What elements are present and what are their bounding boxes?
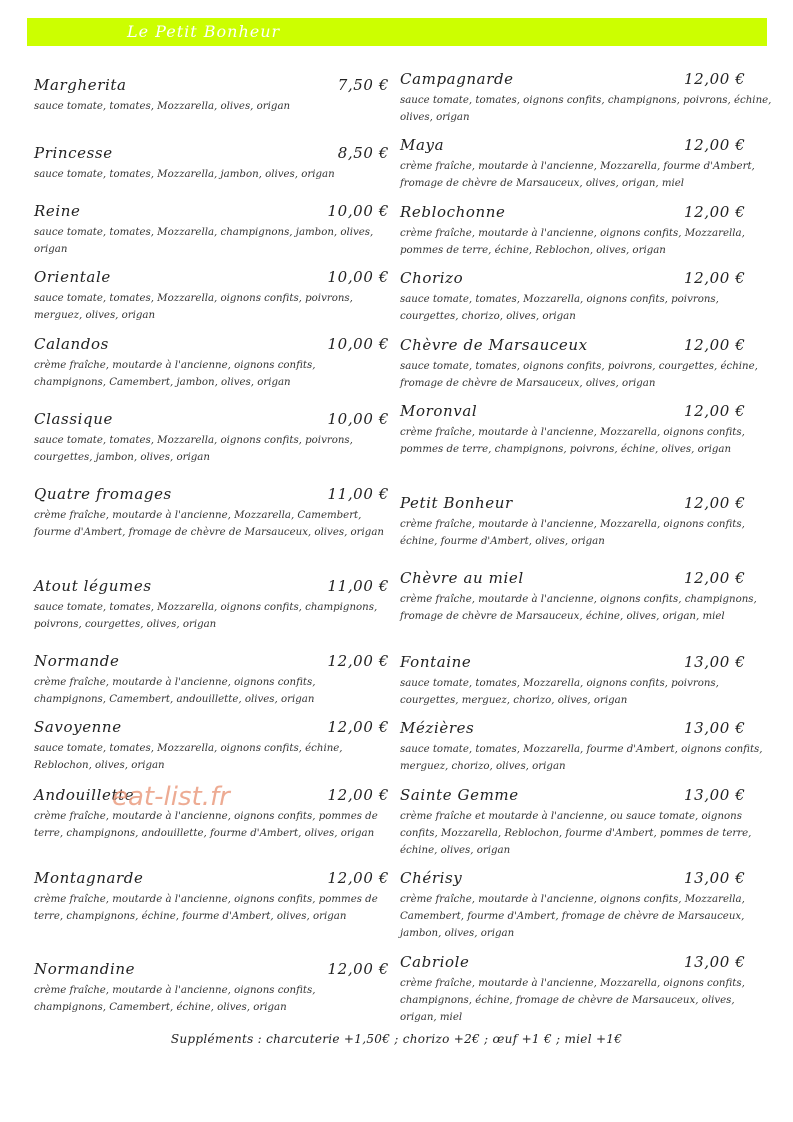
supplements-note: Suppléments : charcuterie +1,50€ ; chorizo +2€ ; œuf +1 € ; miel +1€: [170, 1032, 623, 1046]
item-price: 12,00 €: [327, 652, 389, 670]
item-name: Quatre fromages: [34, 485, 172, 503]
item-description: crème fraîche, moutarde à l'ancienne, oignons confits, Mozzarella, Camembert, fourme d'Ambert, fromage de chèvre de Marsauceux, jambon, olives, origan: [400, 894, 745, 939]
item-name: Montagnarde: [34, 869, 144, 887]
menu-item: [400, 402, 772, 458]
item-description: sauce tomate, tomates, Mozzarella, oignons confits, poivrons, courgettes, merguez, chorizo, olives, origan: [400, 678, 719, 706]
item-description: sauce tomate, tomates, Mozzarella, oignons confits, échine, Reblochon, olives, origan: [34, 743, 343, 771]
item-name: Sainte Gemme: [400, 786, 519, 804]
item-name: Normande: [34, 652, 120, 670]
item-description: sauce tomate, tomates, Mozzarella, oignons confits, champignons, poivrons, courgettes, olives, origan: [34, 602, 378, 630]
menu-item: [34, 76, 389, 115]
item-name: Atout légumes: [34, 577, 152, 595]
item-description: sauce tomate, tomates, Mozzarella, fourme d'Ambert, oignons confits, merguez, chorizo, olives, origan: [400, 744, 763, 772]
item-name: Petit Bonheur: [400, 494, 513, 512]
item-description: crème fraîche, moutarde à l'ancienne, oignons confits, champignons, Camembert, andouillette, olives, origan: [34, 677, 316, 705]
item-price: 10,00 €: [327, 202, 389, 220]
item-name: Savoyenne: [34, 718, 122, 736]
menu-item: [400, 786, 772, 859]
menu-item: [400, 719, 772, 775]
menu-item: [400, 869, 772, 942]
item-description: crème fraîche, moutarde à l'ancienne, oignons confits, pommes de terre, champignons, andouillette, fourme d'Ambert, olives, origan: [34, 811, 378, 839]
item-description: sauce tomate, tomates, oignons confits, poivrons, courgettes, échine, fromage de chèvre de Marsauceux, olives, origan: [400, 361, 758, 389]
menu-item: [400, 953, 772, 1026]
item-price: 10,00 €: [327, 410, 389, 428]
item-description: crème fraîche, moutarde à l'ancienne, oignons confits, pommes de terre, champignons, échine, fourme d'Ambert, olives, origan: [34, 894, 378, 922]
item-price: 10,00 €: [327, 335, 389, 353]
menu-item: [34, 202, 389, 258]
item-description: sauce tomate, tomates, Mozzarella, olives, origan: [34, 101, 291, 112]
item-name: Andouillette: [34, 786, 135, 804]
item-price: 12,00 €: [684, 336, 746, 354]
item-description: crème fraîche, moutarde à l'ancienne, Mozzarella, fourme d'Ambert, fromage de chèvre de Marsauceux, olives, origan, miel: [400, 161, 755, 189]
menu-item: [400, 136, 772, 192]
item-name: Cabriole: [400, 953, 470, 971]
item-description: crème fraîche, moutarde à l'ancienne, oignons confits, champignons, Camembert, jambon, olives, origan: [34, 360, 316, 388]
item-price: 8,50 €: [337, 144, 389, 162]
item-price: 12,00 €: [684, 402, 746, 420]
item-price: 12,00 €: [684, 494, 746, 512]
item-name: Classique: [34, 410, 113, 428]
item-price: 10,00 €: [327, 268, 389, 286]
header-bar: [27, 18, 767, 46]
item-price: 12,00 €: [327, 718, 389, 736]
item-name: Chorizo: [400, 269, 464, 287]
item-description: crème fraîche, moutarde à l'ancienne, Mozzarella, oignons confits, champignons, échine, fromage de chèvre de Marsauceux, olives, origan, miel: [400, 978, 745, 1023]
item-description: crème fraîche et moutarde à l'ancienne, ou sauce tomate, oignons confits, Mozzarella, Reblochon, fourme d'Ambert, pommes de terre, échine, olives, origan: [400, 811, 752, 856]
item-description: crème fraîche, moutarde à l'ancienne, oignons confits, champignons, Camembert, échine, olives, origan: [34, 985, 316, 1013]
menu-item: [400, 569, 772, 625]
menu-item: [400, 336, 772, 392]
item-name: Campagnarde: [400, 70, 514, 88]
item-price: 12,00 €: [684, 136, 746, 154]
item-price: 11,00 €: [327, 577, 389, 595]
item-description: sauce tomate, tomates, Mozzarella, champignons, jambon, olives, origan: [34, 227, 374, 255]
item-description: sauce tomate, tomates, oignons confits, champignons, poivrons, échine, olives, origan: [400, 95, 772, 123]
item-name: Chèvre au miel: [400, 569, 524, 587]
item-description: crème fraîche, moutarde à l'ancienne, Mozzarella, oignons confits, pommes de terre, champignons, poivrons, échine, olives, origan: [400, 427, 745, 455]
item-name: Moronval: [400, 402, 478, 420]
item-description: crème fraîche, moutarde à l'ancienne, oignons confits, champignons, fromage de chèvre de Marsauceux, échine, olives, origan, miel: [400, 594, 757, 622]
menu-item: [34, 410, 389, 466]
item-description: sauce tomate, tomates, Mozzarella, jambon, olives, origan: [34, 169, 335, 180]
item-price: 13,00 €: [684, 786, 746, 804]
menu-item: [34, 869, 389, 925]
menu-item: [400, 269, 772, 325]
menu-item: [34, 144, 389, 183]
menu-item: [34, 718, 389, 774]
item-price: 12,00 €: [327, 869, 389, 887]
menu-item: [400, 494, 772, 550]
item-price: 12,00 €: [684, 269, 746, 287]
item-name: Normandine: [34, 960, 136, 978]
item-price: 7,50 €: [337, 76, 389, 94]
item-description: sauce tomate, tomates, Mozzarella, oignons confits, poivrons, courgettes, chorizo, olives, origan: [400, 294, 719, 322]
item-price: 13,00 €: [684, 953, 746, 971]
item-price: 11,00 €: [327, 485, 389, 503]
item-name: Maya: [400, 136, 445, 154]
item-price: 13,00 €: [684, 869, 746, 887]
item-name: Reine: [34, 202, 81, 220]
menu-item: [34, 786, 389, 842]
menu-item: [34, 335, 389, 391]
item-description: crème fraîche, moutarde à l'ancienne, Mozzarella, oignons confits, échine, fourme d'Ambert, olives, origan: [400, 519, 745, 547]
item-name: Reblochonne: [400, 203, 506, 221]
item-description: crème fraîche, moutarde à l'ancienne, oignons confits, Mozzarella, pommes de terre, échine, Reblochon, olives, origan: [400, 228, 745, 256]
menu-item: [34, 485, 389, 541]
menu-item: [34, 652, 389, 708]
item-price: 12,00 €: [327, 786, 389, 804]
item-description: sauce tomate, tomates, Mozzarella, oignons confits, poivrons, merguez, olives, origan: [34, 293, 353, 321]
item-price: 12,00 €: [684, 70, 746, 88]
menu-item: [400, 653, 772, 709]
menu-item: [34, 960, 389, 1016]
item-description: sauce tomate, tomates, Mozzarella, oignons confits, poivrons, courgettes, jambon, olives, origan: [34, 435, 353, 463]
item-name: Fontaine: [400, 653, 472, 671]
item-price: 13,00 €: [684, 653, 746, 671]
watermark: eat-list.fr: [112, 782, 230, 812]
item-name: Chérisy: [400, 869, 463, 887]
item-name: Margherita: [34, 76, 127, 94]
menu-item: [34, 577, 389, 633]
menu-item: [400, 203, 772, 259]
item-name: Orientale: [34, 268, 111, 286]
item-description: crème fraîche, moutarde à l'ancienne, Mozzarella, Camembert, fourme d'Ambert, fromage de chèvre de Marsauceux, olives, origan: [34, 510, 384, 538]
item-price: 12,00 €: [684, 203, 746, 221]
restaurant-title: Le Petit Bonheur: [127, 22, 281, 41]
item-price: 12,00 €: [327, 960, 389, 978]
item-price: 13,00 €: [684, 719, 746, 737]
menu-item: [400, 70, 772, 126]
item-name: Calandos: [34, 335, 109, 353]
menu-item: [34, 268, 389, 324]
item-price: 12,00 €: [684, 569, 746, 587]
item-name: Princesse: [34, 144, 113, 162]
item-name: Chèvre de Marsauceux: [400, 336, 588, 354]
item-name: Mézières: [400, 719, 475, 737]
